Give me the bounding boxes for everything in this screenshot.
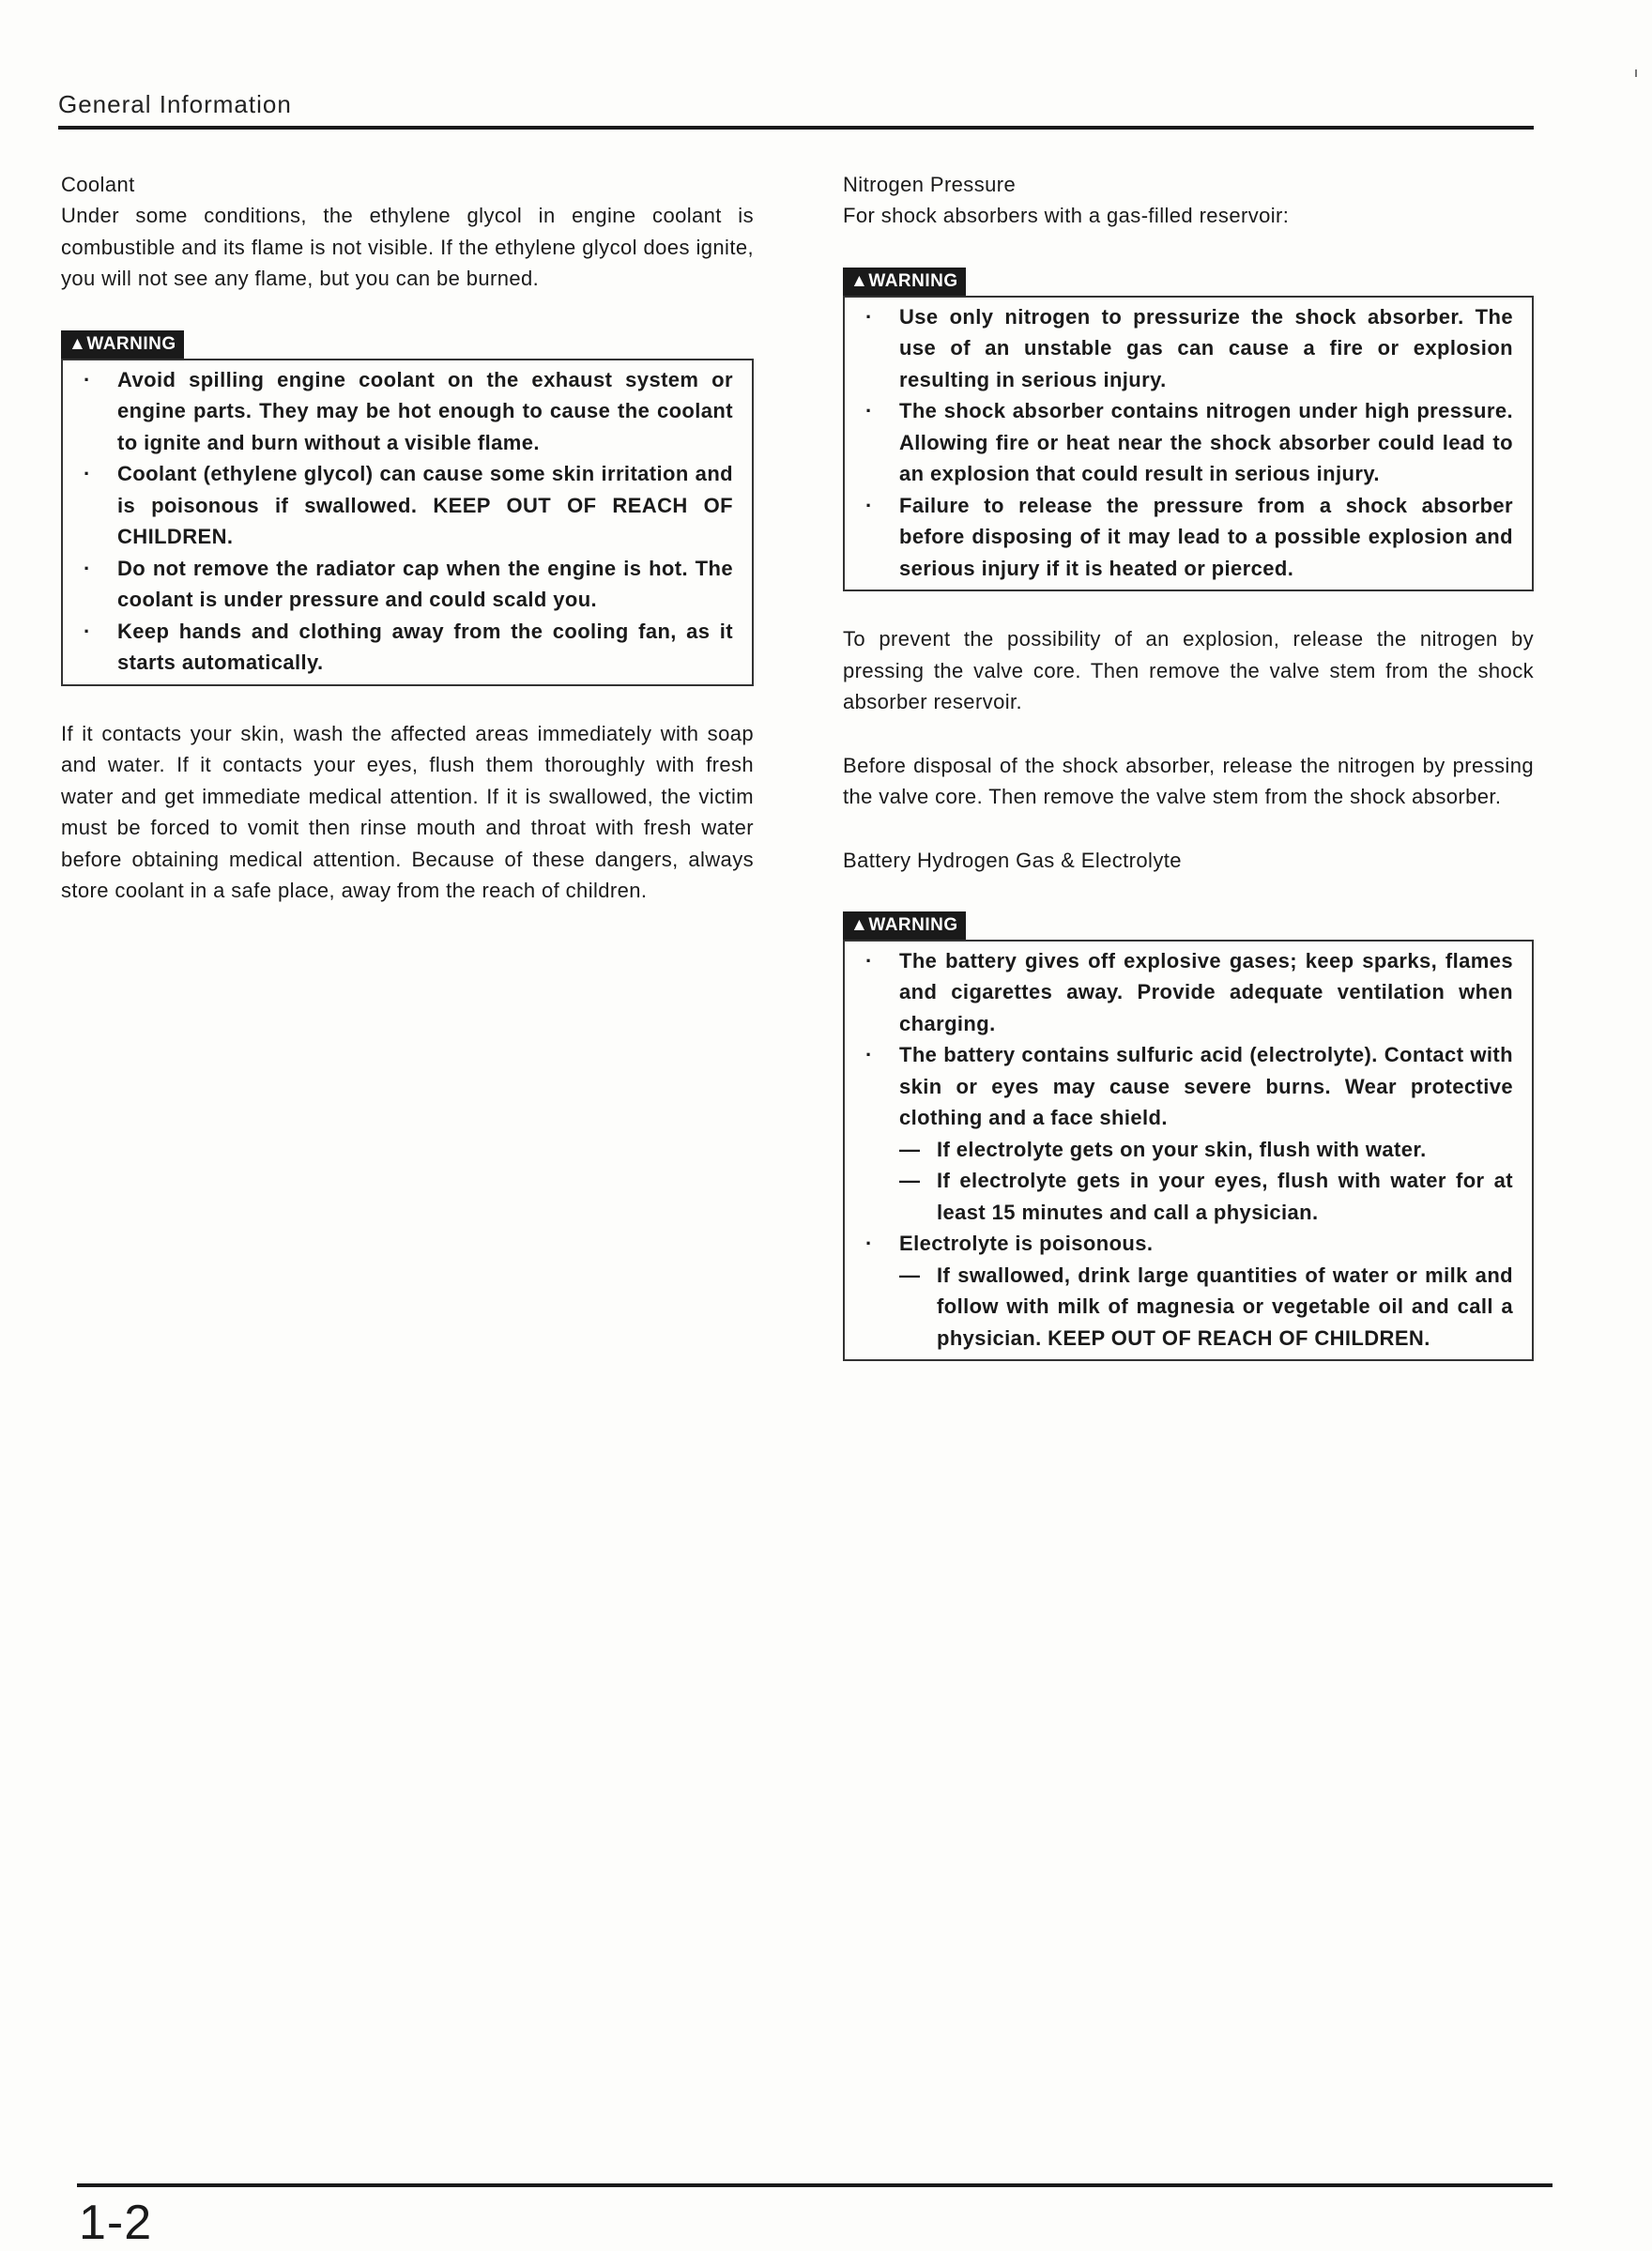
header-divider bbox=[58, 126, 1534, 130]
sub-list-item: — If electrolyte gets on your skin, flush with water. bbox=[899, 1134, 1513, 1166]
page-number: 1-2 bbox=[79, 2196, 153, 2250]
nitrogen-title: Nitrogen Pressure bbox=[843, 173, 1017, 196]
nitrogen-warning bbox=[843, 264, 1534, 592]
warning-list bbox=[858, 945, 1513, 1355]
warning-list bbox=[76, 364, 733, 679]
warning-box bbox=[61, 359, 754, 686]
list-item: · Keep hands and clothing away from the cooling fan, as it starts automatically. bbox=[76, 616, 733, 679]
coolant-title: Coolant bbox=[61, 173, 135, 196]
coolant-intro: Under some conditions, the ethylene glycol in engine coolant is combustible and its flame is not visible. If the ethylene glycol does ignite, you will not see any flame, but you can be burned. bbox=[61, 204, 754, 290]
list-item bbox=[858, 1039, 1513, 1228]
sub-list bbox=[899, 1260, 1513, 1355]
battery-warning bbox=[843, 908, 1534, 1362]
list-item-text: Electrolyte is poisonous. bbox=[899, 1232, 1154, 1255]
list-item bbox=[858, 945, 1513, 1040]
left-column bbox=[61, 169, 754, 907]
footer-divider bbox=[77, 2183, 1553, 2187]
sub-list bbox=[899, 1134, 1513, 1229]
warning-label: ▲WARNING bbox=[61, 330, 184, 359]
nitrogen-release-instructions: To prevent the possibility of an explosion, release the nitrogen by pressing the valve core. Then remove the valve stem from the shock absorber reservoir. bbox=[843, 627, 1534, 713]
list-item: · Coolant (ethylene glycol) can cause some skin irritation and is poisonous if swallowed. KEEP OUT OF REACH OF CHILDREN. bbox=[76, 458, 733, 553]
list-item-text: The battery contains sulfuric acid (electrolyte). Contact with skin or eyes may cause severe burns. Wear protective clothing and a face shield. bbox=[899, 1043, 1513, 1129]
warning-triangle-icon: ▲ bbox=[850, 270, 869, 291]
warning-box bbox=[843, 296, 1534, 592]
list-item bbox=[858, 1228, 1513, 1354]
coolant-first-aid: If it contacts your skin, wash the affected areas immediately with soap and water. If it contacts your eyes, flush them thoroughly with fresh water and get immediate medical attention. If it is swallowed, the victim must be forced to vomit then rinse mouth and throat with fresh water before obtaining medical attention. Because of these dangers, always store coolant in a safe place, away from the reach of children. bbox=[61, 721, 754, 902]
list-item: · The shock absorber contains nitrogen under high pressure. Allowing fire or heat near the shock absorber could lead to an explosion that could result in serious injury. bbox=[858, 395, 1513, 490]
sub-list-item: — If swallowed, drink large quantities of water or milk and follow with milk of magnesia or vegetable oil and call a physician. KEEP OUT OF REACH OF CHILDREN. bbox=[899, 1260, 1513, 1355]
stray-mark-icon bbox=[1635, 69, 1637, 77]
right-column bbox=[843, 169, 1534, 1361]
page-title: General Information bbox=[58, 90, 292, 118]
list-item: · Avoid spilling engine coolant on the exhaust system or engine parts. They may be hot enough to cause the coolant to ignite and burn without a visible flame. bbox=[76, 364, 733, 459]
list-item: · Failure to release the pressure from a shock absorber before disposing of it may lead to a possible explosion and serious injury if it is heated or pierced. bbox=[858, 490, 1513, 585]
nitrogen-disposal-instructions: Before disposal of the shock absorber, release the nitrogen by pressing the valve core. Then remove the valve stem from the shock absorber. bbox=[843, 753, 1534, 808]
warning-box bbox=[843, 940, 1534, 1362]
coolant-warning bbox=[61, 327, 754, 686]
list-item-text: The battery gives off explosive gases; keep sparks, flames and cigarettes away. Provide adequate ventilation when charging. bbox=[899, 948, 1513, 1035]
list-item: · Do not remove the radiator cap when the engine is hot. The coolant is under pressure and could scald you. bbox=[76, 553, 733, 616]
warning-list bbox=[858, 301, 1513, 585]
sub-list-item: — If electrolyte gets in your eyes, flush with water for at least 15 minutes and call a physician. bbox=[899, 1165, 1513, 1228]
nitrogen-intro: For shock absorbers with a gas-filled reservoir: bbox=[843, 204, 1290, 227]
warning-label: ▲WARNING bbox=[843, 268, 966, 296]
warning-triangle-icon: ▲ bbox=[69, 333, 87, 354]
list-item: · Use only nitrogen to pressurize the shock absorber. The use of an unstable gas can cause a fire or explosion resulting in serious injury. bbox=[858, 301, 1513, 396]
warning-triangle-icon: ▲ bbox=[850, 914, 869, 935]
battery-title: Battery Hydrogen Gas & Electrolyte bbox=[843, 848, 1182, 872]
warning-label: ▲WARNING bbox=[843, 911, 966, 940]
